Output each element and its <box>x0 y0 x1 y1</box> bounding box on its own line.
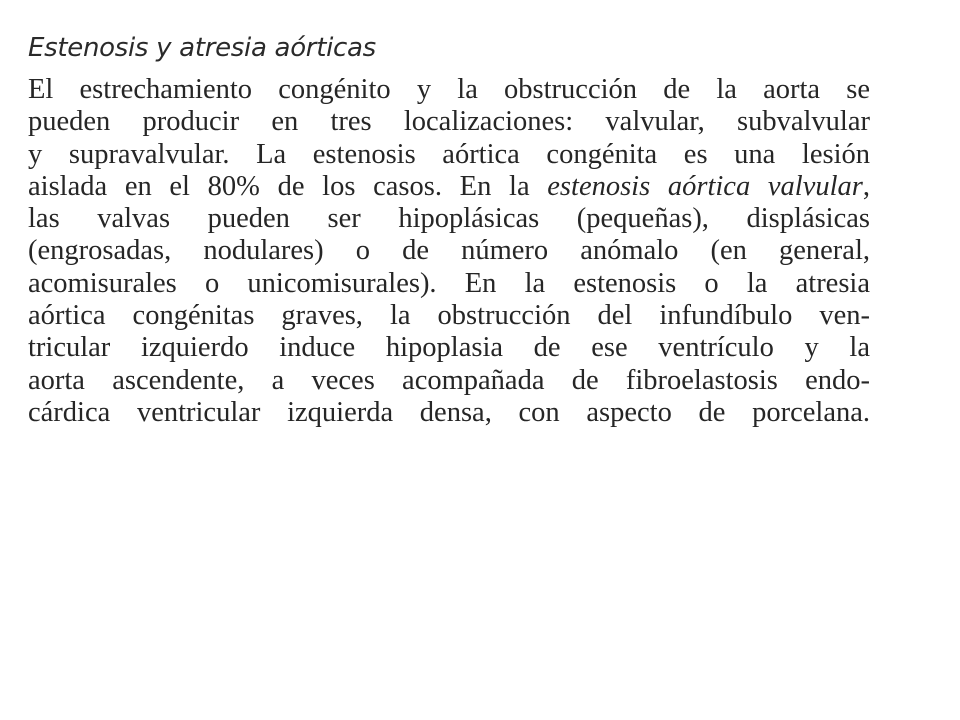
text-line: tricular izquierdo induce hipoplasia de ese ventrículo y la <box>28 332 870 364</box>
text-line: aórtica congénitas graves, la obstrucción del infundíbulo ven- <box>28 300 870 332</box>
text-line: aislada en el 80% de los casos. En la estenosis aórtica valvular, <box>28 170 870 202</box>
text-line: (engrosadas, nodulares) o de número anómalo (en general, <box>28 235 870 267</box>
text-line: y supravalvular. La estenosis aórtica congénita es una lesión <box>28 138 870 170</box>
text-line: las valvas pueden ser hipoplásicas (pequeñas), displásicas <box>28 203 870 235</box>
text-excerpt <box>28 28 870 480</box>
section-heading: Estenosis y atresia aórticas <box>28 33 376 63</box>
text-line: El estrechamiento congénito y la obstrucción de la aorta se <box>28 74 870 105</box>
italic-term: estenosis aórtica valvular <box>547 170 863 202</box>
text-line: cárdica ventricular izquierda densa, con aspecto de porcelana. <box>28 396 870 428</box>
text-line: acomisurales o unicomisurales). En la estenosis o la atresia <box>28 267 870 299</box>
body-paragraph <box>28 74 870 429</box>
text-line: pueden producir en tres localizaciones: valvular, subvalvular <box>28 106 870 138</box>
text-line: aorta ascendente, a veces acompañada de fibroelastosis endo- <box>28 364 870 396</box>
